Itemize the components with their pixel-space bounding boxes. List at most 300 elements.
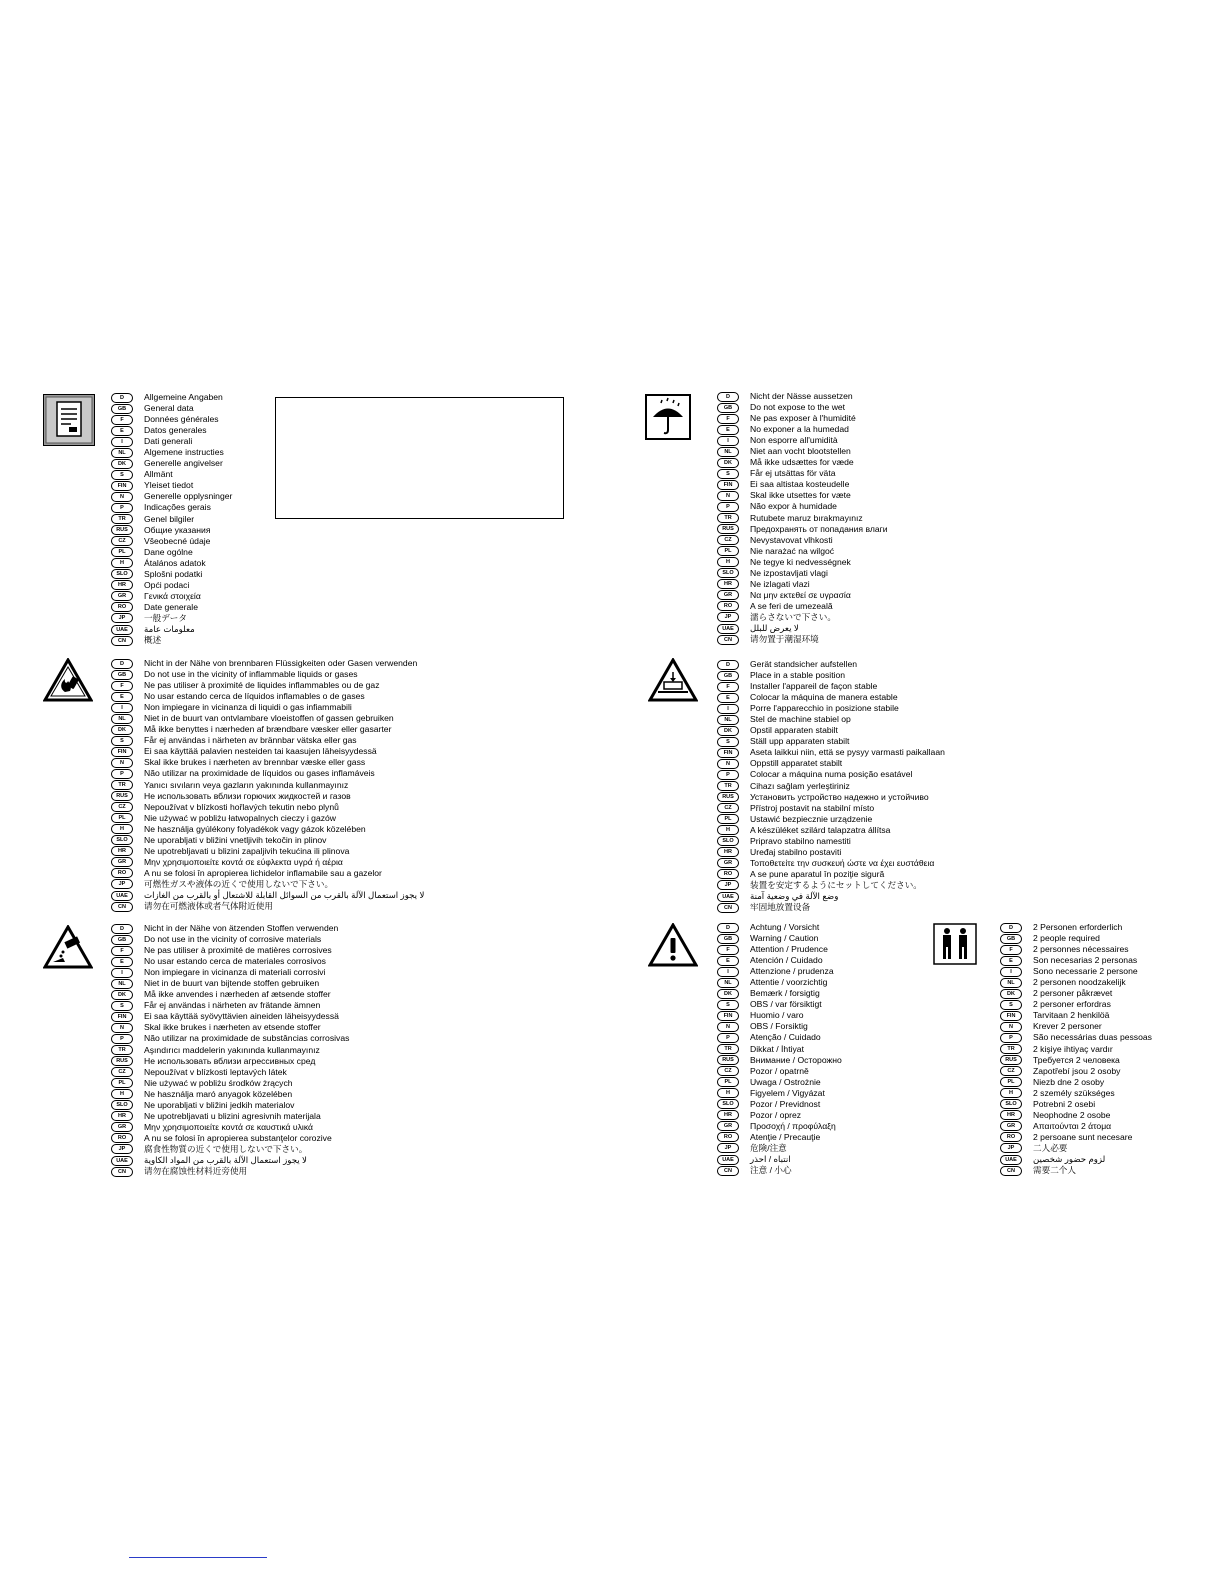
language-row (111, 1067, 349, 1078)
language-code-badge: D (111, 659, 133, 669)
language-code-badge: SLO (1000, 1099, 1022, 1109)
language-code-badge: SLO (717, 1099, 739, 1109)
language-code-badge: DK (111, 725, 133, 735)
language-text: Aseta laikkui niin, että se pysyy varmasti paikallaan (750, 747, 945, 758)
language-code-badge: F (717, 682, 739, 692)
language-row (111, 989, 349, 1000)
language-code-badge: S (111, 470, 133, 480)
language-list (111, 392, 232, 646)
language-text: Indicações gerais (144, 502, 211, 513)
language-code-badge: PL (1000, 1077, 1022, 1087)
language-text: Stel de machine stabiel op (750, 714, 851, 725)
language-text: لا يعرض للبلل (750, 623, 799, 633)
language-code-badge: FIN (111, 747, 133, 757)
language-code-badge: F (111, 415, 133, 425)
language-text: Nicht in der Nähe von ätzenden Stoffen verwenden (144, 923, 339, 934)
language-code-badge: UAE (111, 625, 133, 635)
language-row (111, 1155, 349, 1166)
language-text: Skal ikke brukes i nærheten av etsende stoffer (144, 1022, 321, 1033)
language-text: Não expor à humidade (750, 501, 837, 512)
language-code-badge: RO (717, 601, 739, 611)
language-row (717, 1010, 842, 1021)
language-text: 概述 (144, 635, 162, 646)
language-text: 牢固地放置设备 (750, 902, 811, 913)
language-code-badge: P (717, 502, 739, 512)
language-row (717, 922, 842, 933)
language-row (717, 546, 888, 557)
language-text: Algemene instructies (144, 447, 224, 458)
language-row (717, 814, 945, 825)
language-row (111, 956, 349, 967)
language-row (111, 868, 424, 879)
language-text: Общие указания (144, 524, 211, 535)
language-row (111, 414, 232, 425)
language-code-badge: P (111, 503, 133, 513)
language-text: Aşındırıcı maddelerin yakınında kullanmayınız (144, 1044, 320, 1055)
language-row (111, 491, 232, 502)
language-code-badge: D (111, 924, 133, 934)
language-code-badge: S (717, 469, 739, 479)
language-code-badge: GB (111, 404, 133, 414)
language-text: Ne upotrebljavati u blizini zapaljivih tekućina ili plinova (144, 845, 350, 856)
language-code-badge: PL (111, 813, 133, 823)
language-code-badge: H (717, 557, 739, 567)
language-code-badge: FIN (717, 480, 739, 490)
language-text: لزوم حضور شخصين (1033, 1154, 1106, 1164)
language-code-badge: HR (111, 1111, 133, 1121)
language-text: Skal ikke utsettes for væte (750, 490, 851, 501)
language-text: Nicht in der Nähe von brennbaren Flüssigkeiten oder Gasen verwenden (144, 658, 418, 669)
language-text: Skal ikke brukes i nærheten av brennbar væske eller gass (144, 757, 366, 768)
language-code-badge: RUS (717, 524, 739, 534)
language-code-badge: I (111, 968, 133, 978)
language-row (111, 591, 232, 602)
language-row (111, 514, 232, 525)
language-row (717, 944, 842, 955)
language-code-badge: DK (717, 726, 739, 736)
language-row (717, 435, 888, 446)
language-code-badge: RUS (717, 1055, 739, 1065)
language-code-badge: NL (111, 714, 133, 724)
language-text: Données générales (144, 414, 219, 425)
language-text: A nu se folosi în apropierea lichidelor inflamabile sau a gazelor (144, 867, 382, 878)
language-row (111, 967, 349, 978)
language-code-badge: FIN (111, 1012, 133, 1022)
language-row (717, 977, 842, 988)
language-code-badge: D (717, 923, 739, 933)
language-text: Yanıcı sıvıların veya gazların yakınında kullanmayınız (144, 779, 349, 790)
language-row (717, 692, 945, 703)
language-text: Niet in de buurt van ontvlambare vloeistoffen of gassen gebruiken (144, 713, 394, 724)
language-code-badge: RUS (717, 792, 739, 802)
language-text: Требуется 2 человека (1033, 1054, 1120, 1065)
language-text: Attenzione / prudenza (750, 966, 834, 977)
language-row (111, 1078, 349, 1089)
language-text: Huomio / varo (750, 1010, 804, 1021)
language-code-badge: NL (111, 448, 133, 458)
language-text: Να μην εκτεθεί σε υγρασία (750, 589, 851, 600)
language-code-badge: RO (1000, 1132, 1022, 1142)
language-row (1000, 1165, 1152, 1176)
language-text: General data (144, 403, 194, 414)
language-row (111, 768, 424, 779)
language-text: Oppstill apparatet stabilt (750, 758, 843, 769)
language-row (111, 447, 232, 458)
language-code-badge: CZ (717, 803, 739, 813)
language-text: 2 személy szükséges (1033, 1087, 1115, 1098)
language-row (717, 468, 888, 479)
language-row (717, 1021, 842, 1032)
language-text: Установить устройство надежно и устойчиво (750, 791, 929, 802)
language-row (1000, 1110, 1152, 1121)
language-row (111, 791, 424, 802)
language-row (717, 590, 888, 601)
language-text: Nevystavovat vlhkosti (750, 534, 833, 545)
language-list (111, 923, 349, 1177)
language-row (111, 846, 424, 857)
language-text: Ne tegye ki nedvességnek (750, 556, 851, 567)
language-code-badge: CN (1000, 1166, 1022, 1176)
language-row (717, 769, 945, 780)
language-code-badge: JP (717, 612, 739, 622)
language-code-badge: RUS (111, 525, 133, 535)
language-row (1000, 988, 1152, 999)
language-row (717, 847, 945, 858)
language-text: Warning / Caution (750, 933, 819, 944)
language-code-badge: D (717, 392, 739, 402)
language-text: 2 personnes nécessaires (1033, 944, 1129, 955)
language-row (1000, 922, 1152, 933)
language-row (717, 1044, 842, 1055)
language-text: 2 people required (1033, 933, 1100, 944)
language-row (111, 458, 232, 469)
language-text: Ne izpostavljati vlagi (750, 567, 828, 578)
language-row (717, 457, 888, 468)
language-code-badge: CN (717, 1166, 739, 1176)
language-row (111, 702, 424, 713)
language-row (717, 659, 945, 670)
language-text: Får ej utsättas för väta (750, 468, 836, 479)
language-code-badge: N (1000, 1022, 1022, 1032)
language-code-badge: H (111, 558, 133, 568)
language-text: Nepoužívat v blízkosti hořlavých tekutin nebo plynů (144, 801, 339, 812)
language-code-badge: PL (717, 1077, 739, 1087)
language-text: Ei saa käyttää palavien nesteiden tai kaasujen läheisyydessä (144, 746, 377, 757)
language-row (111, 724, 424, 735)
language-row (111, 403, 232, 414)
language-text: Não utilizar na proximidade de substâncias corrosivas (144, 1033, 350, 1044)
language-code-badge: S (717, 737, 739, 747)
language-row (111, 635, 232, 646)
language-text: Ustawić bezpiecznie urządzenie (750, 813, 873, 824)
language-text: Allgemeine Angaben (144, 392, 223, 403)
language-text: 可燃性ガスや液体の近くで使用しないで下さい。 (144, 878, 334, 889)
language-row (111, 780, 424, 791)
language-text: Προσοχή / προφύλαξη (750, 1120, 836, 1131)
language-text: A készüléket szilárd talapzatra állítsa (750, 824, 891, 835)
language-code-badge: HR (111, 580, 133, 590)
language-code-badge: FIN (1000, 1011, 1022, 1021)
language-code-badge: P (717, 1033, 739, 1043)
language-code-badge: DK (111, 990, 133, 1000)
language-code-badge: TR (111, 780, 133, 790)
language-code-badge: S (717, 1000, 739, 1010)
language-text: Genel bilgiler (144, 513, 195, 524)
language-text: Får ej användas i närheten av brännbar vätska eller gas (144, 735, 357, 746)
language-text: Ei saa altistaa kosteudelle (750, 479, 850, 490)
language-text: Får ej användas i närheten av frätande ämnen (144, 1000, 321, 1011)
language-code-badge: E (111, 957, 133, 967)
language-code-badge: CZ (717, 535, 739, 545)
document-icon (43, 394, 95, 446)
language-text: Må ikke udsættes for væde (750, 457, 854, 468)
language-code-badge: NL (717, 715, 739, 725)
language-row (717, 1121, 842, 1132)
language-code-badge: UAE (1000, 1155, 1022, 1165)
language-code-badge: E (111, 426, 133, 436)
language-text: Må ikke anvendes i nærheden af ætsende stoffer (144, 989, 331, 1000)
language-row (717, 792, 945, 803)
language-row (717, 490, 888, 501)
language-text: Ne izlagati vlazi (750, 578, 810, 589)
language-row (1000, 944, 1152, 955)
language-row (717, 1077, 842, 1088)
language-row (1000, 1099, 1152, 1110)
language-text: Niezb dne 2 osoby (1033, 1076, 1105, 1087)
language-row (717, 825, 945, 836)
language-code-badge: TR (717, 1044, 739, 1054)
language-row (717, 612, 888, 623)
language-code-badge: E (111, 692, 133, 702)
language-text: Pripravo stabilno namestiti (750, 835, 851, 846)
language-text: Tarvitaan 2 henkilöä (1033, 1010, 1110, 1021)
language-row (1000, 966, 1152, 977)
language-row (1000, 1154, 1152, 1165)
language-text: Niet aan vocht blootstellen (750, 446, 851, 457)
language-code-badge: GB (111, 935, 133, 945)
language-row (111, 558, 232, 569)
language-row (1000, 1010, 1152, 1021)
language-code-badge: TR (717, 781, 739, 791)
language-row (111, 547, 232, 558)
language-row (717, 714, 945, 725)
language-code-badge: UAE (717, 892, 739, 902)
language-text: Do not use in the vicinity of inflammable liquids or gases (144, 669, 358, 680)
language-text: Μην χρησιμοποιείτε κοντά σε καυστικά υλικά (144, 1121, 313, 1132)
language-text: لا يجوز استعمال الآلة بالقرب من السوائل القابلة للاشتعال أو بالقرب من الغازات (144, 890, 425, 900)
language-code-badge: SLO (111, 569, 133, 579)
umbrella-rain-icon (645, 394, 691, 440)
language-code-badge: PL (111, 1078, 133, 1088)
language-row (111, 1144, 349, 1155)
language-row (717, 736, 945, 747)
language-code-badge: H (1000, 1088, 1022, 1098)
language-row (111, 857, 424, 868)
language-text: Krever 2 personer (1033, 1021, 1102, 1032)
language-code-badge: HR (717, 847, 739, 857)
language-text: Yleiset tiedot (144, 480, 194, 491)
language-text: 腐食性物質の近くで使用しないで下さい。 (144, 1143, 308, 1154)
language-code-badge: RUS (1000, 1055, 1022, 1065)
language-row (717, 634, 888, 645)
language-text: لا يجوز استعمال الآلة بالقرب من المواد الكاوية (144, 1155, 307, 1165)
language-text: 一般データ (144, 612, 187, 623)
language-text: Porre l'apparecchio in posizione stabile (750, 703, 899, 714)
language-text: Átalános adatok (144, 557, 206, 568)
language-text: Atenção / Cuidado (750, 1032, 821, 1043)
language-code-badge: D (111, 393, 133, 403)
language-text: Zapotřebí jsou 2 osoby (1033, 1065, 1121, 1076)
language-code-badge: HR (111, 846, 133, 856)
language-row (717, 524, 888, 535)
language-row (717, 1132, 842, 1143)
language-code-badge: TR (717, 513, 739, 523)
language-code-badge: TR (1000, 1044, 1022, 1054)
language-text: No exponer a la humedad (750, 424, 849, 435)
language-code-badge: SLO (111, 835, 133, 845)
language-text: Uwaga / Ostrożnie (750, 1076, 821, 1087)
language-code-badge: F (717, 414, 739, 424)
language-row (717, 933, 842, 944)
language-row (717, 681, 945, 692)
corrosive-warning-icon (43, 925, 93, 969)
language-row (1000, 1132, 1152, 1143)
language-row (1000, 1143, 1152, 1154)
language-code-badge: CN (717, 635, 739, 645)
footer-rule (129, 1557, 267, 1558)
language-text: 2 kişiye ihtiyaç vardır (1033, 1043, 1113, 1054)
language-code-badge: HR (717, 1110, 739, 1120)
language-row (717, 781, 945, 792)
language-list (717, 659, 945, 913)
language-text: Niet in de buurt van bijtende stoffen gebruiken (144, 978, 320, 989)
language-row (111, 436, 232, 447)
language-code-badge: CN (111, 902, 133, 912)
language-code-badge: CN (717, 903, 739, 913)
language-row (111, 713, 424, 724)
language-row (717, 747, 945, 758)
language-text: Ne pas utiliser à proximité de liquides inflammables ou de gaz (144, 680, 380, 691)
language-row (111, 1089, 349, 1100)
language-row (717, 535, 888, 546)
language-text: No usar estando cerca de materiales corrosivos (144, 956, 326, 967)
language-row (111, 1011, 349, 1022)
language-row (717, 1099, 842, 1110)
language-code-badge: D (1000, 923, 1022, 933)
language-row (717, 601, 888, 612)
language-text: Atención / Cuidado (750, 955, 823, 966)
language-text: Απαιτούνται 2 άτομα (1033, 1120, 1112, 1131)
language-text: São necessárias duas pessoas (1033, 1032, 1152, 1043)
language-row (111, 945, 349, 956)
language-text: Splošni podatki (144, 568, 203, 579)
language-code-badge: GR (111, 591, 133, 601)
language-code-badge: DK (717, 458, 739, 468)
language-code-badge: CZ (1000, 1066, 1022, 1076)
language-code-badge: CZ (111, 802, 133, 812)
language-text: No usar estando cerca de líquidos inflamables o de gases (144, 691, 365, 702)
language-code-badge: DK (1000, 989, 1022, 999)
language-text: Ne upotrebljavati u blizini agresivnih materijala (144, 1110, 321, 1121)
language-row (717, 513, 888, 524)
language-row (717, 758, 945, 769)
language-text: Nepoužívat v blízkosti leptavých látek (144, 1066, 287, 1077)
language-row (111, 680, 424, 691)
language-text: Do not expose to the wet (750, 402, 846, 413)
language-text: OBS / Forsiktig (750, 1021, 808, 1032)
language-code-badge: NL (1000, 978, 1022, 988)
language-text: Pozor / oprez (750, 1109, 802, 1120)
language-row (111, 502, 232, 513)
language-text: Dati generali (144, 436, 193, 447)
language-code-badge: FIN (717, 1011, 739, 1021)
language-row (111, 691, 424, 702)
language-code-badge: N (111, 1023, 133, 1033)
language-code-badge: UAE (111, 891, 133, 901)
language-code-badge: P (717, 770, 739, 780)
language-text: Achtung / Vorsicht (750, 922, 820, 933)
language-row (111, 1000, 349, 1011)
language-row (111, 469, 232, 480)
language-text: Opstil apparaten stabilt (750, 725, 838, 736)
language-row (717, 1088, 842, 1099)
language-code-badge: GR (717, 590, 739, 600)
language-text: Figyelem / Vigyázat (750, 1087, 825, 1098)
language-row (1000, 1121, 1152, 1132)
language-row (111, 802, 424, 813)
language-text: Sono necessarie 2 persone (1033, 966, 1138, 977)
language-text: Bemærk / forsigtig (750, 988, 820, 999)
language-text: Všeobecné údaje (144, 535, 211, 546)
language-row (717, 1165, 842, 1176)
language-text: Dane ogólne (144, 546, 193, 557)
language-code-badge: PL (717, 814, 739, 824)
language-text: Gerät standsicher aufstellen (750, 659, 858, 670)
language-text: Не использовать вблизи агрессивных сред (144, 1055, 316, 1066)
language-row (111, 835, 424, 846)
language-code-badge: RO (111, 868, 133, 878)
language-row (111, 1122, 349, 1133)
language-code-badge: SLO (717, 568, 739, 578)
language-code-badge: H (111, 824, 133, 834)
language-code-badge: GR (111, 1122, 133, 1132)
language-row (111, 1100, 349, 1111)
language-text: Non impiegare in vicinanza di materiali corrosivi (144, 967, 326, 978)
language-text: 装置を安定するようにセットしてください。 (750, 879, 922, 890)
language-text: 2 persoane sunt necesare (1033, 1131, 1133, 1142)
language-code-badge: GB (1000, 934, 1022, 944)
language-text: Generelle angivelser (144, 458, 223, 469)
language-text: Rutubete maruz bırakmayınız (750, 512, 863, 523)
language-text: Nicht der Nässe aussetzen (750, 391, 853, 402)
language-row (111, 901, 424, 912)
language-row (717, 413, 888, 424)
language-text: 2 personen noodzakelijk (1033, 977, 1126, 988)
language-code-badge: DK (111, 459, 133, 469)
language-row (717, 880, 945, 891)
language-text: Nie używać w pobliżu środków żrących (144, 1077, 293, 1088)
language-code-badge: E (717, 693, 739, 703)
language-list (1000, 922, 1152, 1176)
language-code-badge: HR (1000, 1110, 1022, 1120)
language-text: 2 Personen erforderlich (1033, 922, 1123, 933)
language-row (111, 735, 424, 746)
language-row (717, 902, 945, 913)
language-text: Ei saa käyttää syövyttävien aineiden läheisyydessä (144, 1011, 339, 1022)
language-row (1000, 1044, 1152, 1055)
language-row (717, 557, 888, 568)
language-code-badge: CZ (111, 1067, 133, 1077)
